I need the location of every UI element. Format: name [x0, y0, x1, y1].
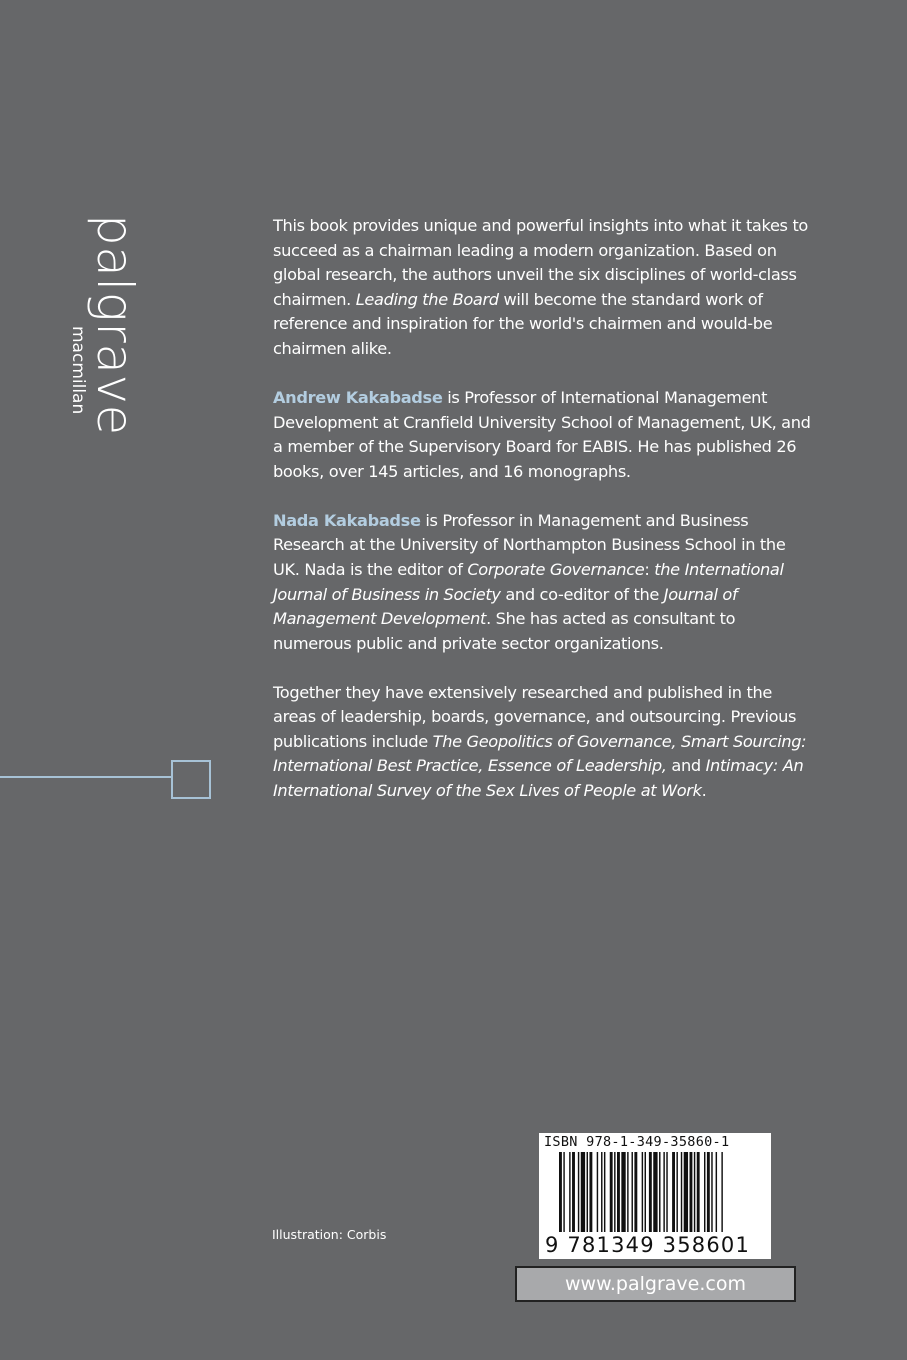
illustration-credit: Illustration: Corbis: [272, 1227, 387, 1242]
barcode-bar: [627, 1152, 628, 1232]
author-bio-nada: Nada Kakabadse is Professor in Management and Business Research at the University of Northampton Business School in the UK. Nada is the editor of Corporate Governance: the International Journal of Business in Society and co-editor of the Journal of Management Development. She has acted as consultant to numerous public and private sector organizations.: [273, 510, 786, 653]
barcode-bar: [697, 1152, 700, 1232]
logo-subtitle: macmillan: [68, 326, 88, 415]
author-name: Andrew Kakabadse: [273, 387, 443, 407]
author-bio-andrew: Andrew Kakabadse is Professor of International Management Development at Cranfield University School of Management, UK, and a member of the Supervisory Board for EABIS. He has published 26 books, over 145 articles, and 16 monographs.: [273, 387, 811, 481]
barcode-bar: [572, 1152, 575, 1232]
barcode-bar: [721, 1152, 722, 1232]
barcode-bar: [610, 1152, 613, 1232]
barcode-bar: [601, 1152, 602, 1232]
barcode-bar: [563, 1152, 564, 1232]
barcode-bar: [587, 1152, 588, 1232]
barcode-bar: [704, 1152, 705, 1232]
publisher-logo: [62, 214, 142, 438]
barcode-bar: [684, 1152, 688, 1232]
barcode-bar: [604, 1152, 605, 1232]
decorative-square: [171, 760, 211, 799]
barcode-bar: [645, 1152, 646, 1232]
barcode-bar: [681, 1152, 682, 1232]
barcode-bar: [621, 1152, 625, 1232]
barcode-bar: [642, 1152, 643, 1232]
decorative-rule: [0, 776, 172, 778]
barcode-bar: [617, 1152, 620, 1232]
barcode-bar: [581, 1152, 585, 1232]
barcode-bar: [663, 1152, 664, 1232]
barcode-bar: [649, 1152, 652, 1232]
book-title: Leading the Board: [355, 289, 499, 309]
isbn-digits: 9 781349 358601: [545, 1233, 751, 1257]
barcode-bar: [614, 1152, 615, 1232]
barcode-bar: [694, 1152, 695, 1232]
barcode-bar: [569, 1152, 570, 1232]
barcode-bar: [653, 1152, 657, 1232]
barcode-bar: [690, 1152, 693, 1232]
blurb-paragraph: This book provides unique and powerful insights into what it takes to succeed as a chairman leading a modern organization. Based on global research, the authors unveil the six disciplines of world-class chairmen. Leading the Board will become the standard work of reference and inspiration for the world's chairmen and would-be chairmen alike.: [273, 216, 808, 358]
barcode-bar: [589, 1152, 592, 1232]
barcode-bar: [666, 1152, 667, 1232]
publications-paragraph: Together they have extensively researched and published in the areas of leadership, boards, governance, and outsourcing. Previous publications include The Geopolitics of Governance, Smart Sourcing: International Best Practice, Essence of Leadership, and Intimacy: An International Survey of the Sex Lives of People at Work.: [273, 682, 807, 801]
barcode-bar: [578, 1152, 579, 1232]
logo-wordmark: palgrave: [86, 214, 144, 436]
barcode-bar: [659, 1152, 660, 1232]
author-name: Nada Kakabadse: [273, 510, 421, 530]
barcode-bars: [559, 1152, 759, 1232]
barcode-bar: [716, 1152, 717, 1232]
isbn-label: ISBN 978-1-349-35860-1: [544, 1134, 730, 1150]
barcode-bar: [672, 1152, 675, 1232]
back-cover-text: [273, 214, 813, 828]
barcode-bar: [597, 1152, 598, 1232]
barcode-bar: [634, 1152, 637, 1232]
barcode-bar: [676, 1152, 677, 1232]
barcode-bar: [707, 1152, 710, 1232]
barcode-bar: [632, 1152, 633, 1232]
isbn-barcode: [539, 1133, 771, 1259]
website-link[interactable]: www.palgrave.com: [515, 1266, 796, 1302]
barcode-bar: [559, 1152, 562, 1232]
barcode-bar: [711, 1152, 712, 1232]
